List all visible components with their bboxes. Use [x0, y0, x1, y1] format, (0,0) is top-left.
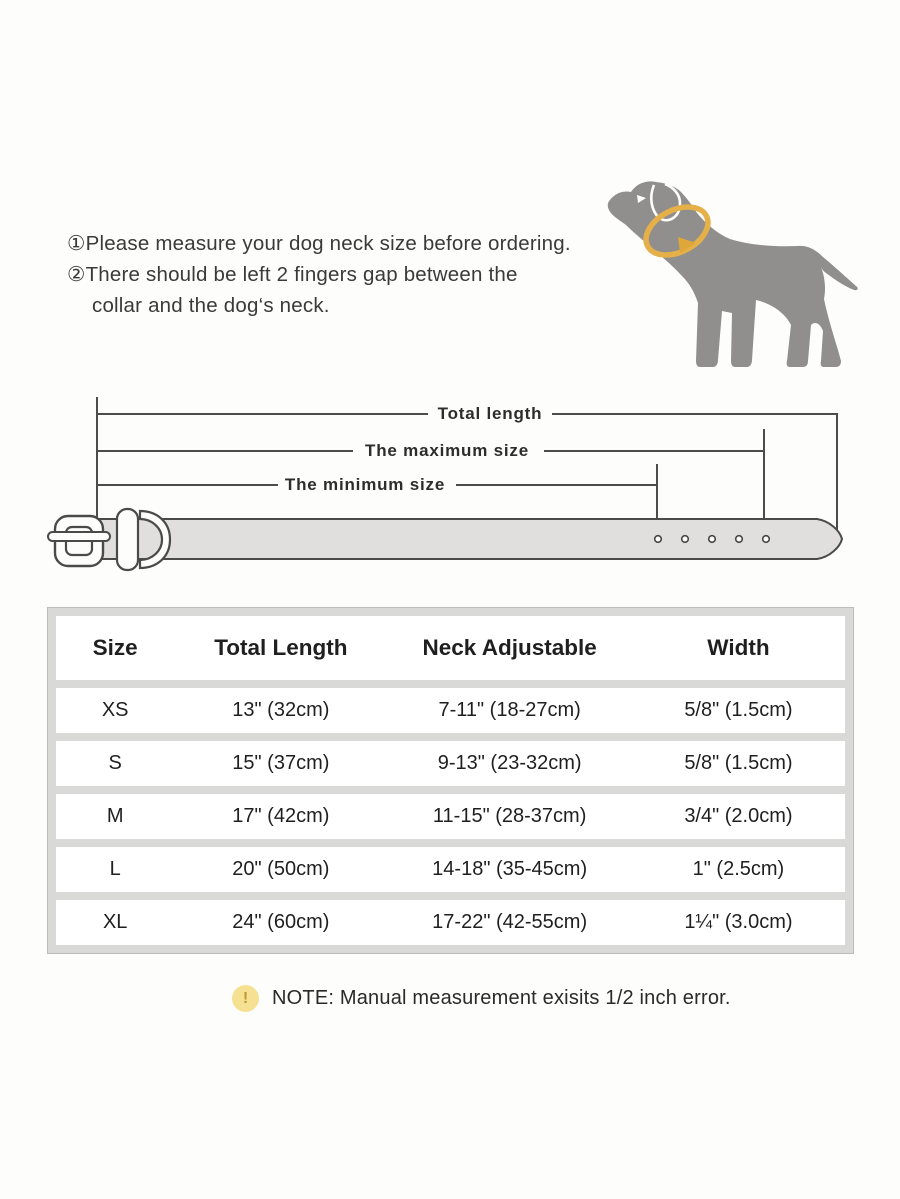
size-chart-table [47, 607, 854, 954]
minimum-size-line-right [456, 484, 658, 486]
minimum-size-label: The minimum size [284, 475, 446, 494]
instruction-line-1: ①Please measure your dog neck size before ordering. [67, 232, 571, 255]
cell-neck-adjustable: 14-18" (35-45cm) [432, 858, 588, 880]
table-row-xl [56, 900, 845, 945]
cell-width: 3/4" (2.0cm) [684, 805, 793, 827]
instruction-line-3: collar and the dog‘s neck. [92, 294, 330, 317]
total-length-label: Total length [437, 404, 543, 423]
collar-buckle-illustration [45, 498, 855, 576]
cell-total-length: 17" (42cm) [232, 805, 330, 827]
maximum-size-line-right [544, 450, 765, 452]
cell-total-length: 20" (50cm) [232, 858, 330, 880]
maximum-size-label: The maximum size [365, 441, 529, 460]
dog-silhouette-svg [593, 173, 867, 382]
cell-total-length: 13" (32cm) [232, 699, 330, 721]
cell-size: M [106, 805, 124, 827]
table-row-xs [56, 688, 845, 733]
cell-size: S [108, 752, 122, 774]
cell-width: 5/8" (1.5cm) [684, 699, 793, 721]
cell-neck-adjustable: 11-15" (28-37cm) [432, 805, 587, 827]
collar-strap [67, 519, 842, 559]
cell-width: 1" (2.5cm) [692, 858, 785, 880]
total-length-line-left [97, 413, 428, 415]
maximum-size-line-left [97, 450, 353, 452]
table-row-s [56, 741, 845, 786]
cell-size: L [109, 858, 121, 880]
dog-silhouette-icon [593, 173, 867, 382]
measurement-note [232, 985, 731, 1012]
strap-keeper [117, 509, 138, 570]
table-row-m [56, 794, 845, 839]
header-size: Size [92, 635, 138, 660]
collar-svg [45, 498, 855, 576]
cell-width: 5/8" (1.5cm) [684, 752, 793, 774]
cell-neck-adjustable: 7-11" (18-27cm) [438, 699, 581, 721]
header-width: Width [707, 635, 770, 660]
instruction-line-2: ②There should be left 2 fingers gap between the [67, 263, 518, 286]
buckle-prong [48, 532, 110, 541]
dog-body-shape [608, 181, 858, 367]
table-row-l [56, 847, 845, 892]
header-total-length: Total Length [214, 635, 348, 660]
exclamation-icon: ! [232, 985, 259, 1012]
total-length-line-right [552, 413, 838, 415]
minimum-size-line-left [97, 484, 278, 486]
cell-width: 1¼" (3.0cm) [684, 911, 793, 933]
note-text: NOTE: Manual measurement exisits 1/2 inch error. [272, 987, 731, 1009]
cell-size: XS [101, 699, 129, 721]
cell-total-length: 24" (60cm) [232, 911, 330, 933]
cell-neck-adjustable: 9-13" (23-32cm) [437, 752, 582, 774]
cell-total-length: 15" (37cm) [232, 752, 330, 774]
header-neck-adjustable: Neck Adjustable [422, 635, 597, 660]
measuring-instructions [67, 228, 571, 321]
table-header-row [56, 616, 845, 680]
cell-size: XL [102, 911, 128, 933]
cell-neck-adjustable: 17-22" (42-55cm) [432, 911, 588, 933]
